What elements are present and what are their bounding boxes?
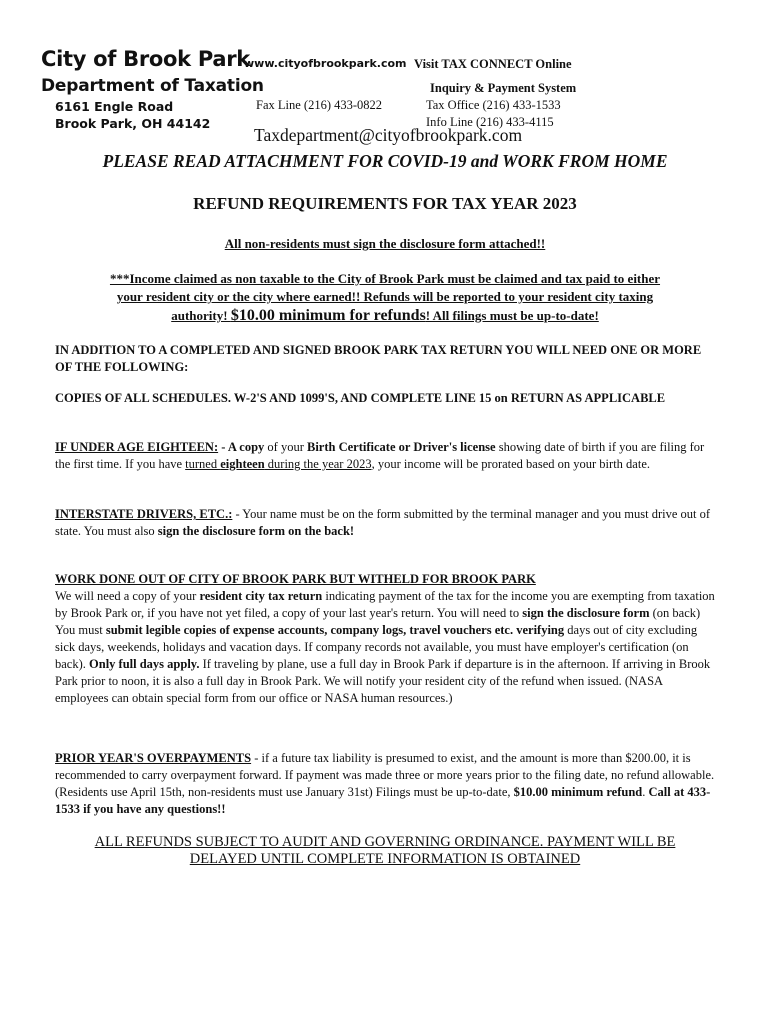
footer-line-1: ALL REFUNDS SUBJECT TO AUDIT AND GOVERNING ORDINANCE. PAYMENT WILL BE: [94, 834, 676, 850]
work-out-of-city-section: WORK DONE OUT OF CITY OF BROOK PARK BUT WITHELD FOR BROOK PARK We will need a copy of your resident city tax return indicating payment of the tax for the income you are exempting from taxation by Brook Park or, if you have not yet filed, a copy of your last year's return. You will need to sign the disclosure form (on back) You must submit legible copies of expense accounts, company logs, travel vouchers etc. verifying days out of city excluding sick days, weekends, holidays and vacation days. If company records not available, you must have employer's certification (on back). Only full days apply. If traveling by plane, use a full day in Brook Park if departure is in the afternoon. If arriving in Brook Park prior to noon, it is also a full day in Brook Park. We will notify your resident city of the refund when issued. (NASA employees can obtain special form from our office or NASA human resources.): [55, 572, 715, 705]
tax-connect-notice: Visit TAX CONNECT Online: [414, 57, 572, 71]
prior-overpayments-section: PRIOR YEAR'S OVERPAYMENTS - if a future tax liability is presumed to exist, and the amount is more than $200.00, it is recommended to carry overpayment forward. If payment was made three or more years prior to the filing date, no refund allowable. (Residents use April 15th, non-residents must use January 31st) Filings must be up-to-date, $10.00 minimum refund. Call at 433-1533 if you have any questions!!: [55, 751, 715, 816]
city-name: City of Brook Park: [41, 47, 250, 71]
footer-line-2: DELAYED UNTIL COMPLETE INFORMATION IS OBTAINED: [189, 851, 581, 867]
nonresident-notice: All non-residents must sign the disclosure form attached!!: [224, 236, 546, 251]
income-notice-line-1: ***Income claimed as non taxable to the City of Brook Park must be claimed and tax paid to either: [109, 271, 661, 286]
income-notice-line-3: authority! $10.00 minimum for refunds! All filings must be up-to-date!: [171, 307, 599, 324]
interstate-heading: INTERSTATE DRIVERS, ETC.:: [55, 507, 233, 521]
intro-requirements: IN ADDITION TO A COMPLETED AND SIGNED BROOK PARK TAX RETURN YOU WILL NEED ONE OR MORE OF THE FOLLOWING:: [55, 343, 702, 374]
department-name: Department of Taxation: [41, 76, 264, 96]
website-link[interactable]: www.cityofbrookpark.com: [244, 57, 407, 70]
email-address[interactable]: Taxdepartment@cityofbrookpark.com: [254, 125, 523, 145]
page-title: REFUND REQUIREMENTS FOR TAX YEAR 2023: [193, 194, 577, 213]
covid-notice: PLEASE READ ATTACHMENT FOR COVID-19 and WORK FROM HOME: [102, 151, 668, 171]
under-eighteen-heading: IF UNDER AGE EIGHTEEN:: [55, 440, 219, 454]
prior-overpayments-heading: PRIOR YEAR'S OVERPAYMENTS: [55, 751, 252, 765]
footer-notice: [0, 834, 770, 868]
info-line-phone: Info Line (216) 433-4115: [426, 115, 554, 129]
under-eighteen-section: IF UNDER AGE EIGHTEEN: - A copy of your Birth Certificate or Driver's license showing date of birth if you are filing for the first time. If you have turned eighteen during the year 2023, your income will be prorated based on your birth date.: [55, 440, 705, 471]
work-out-heading: WORK DONE OUT OF CITY OF BROOK PARK BUT WITHELD FOR BROOK PARK: [55, 572, 536, 586]
inquiry-system: Inquiry & Payment System: [430, 81, 577, 95]
address-line-1: 6161 Engle Road: [55, 99, 174, 114]
interstate-drivers-section: INTERSTATE DRIVERS, ETC.: - Your name must be on the form submitted by the terminal manager and you must drive out of state. You must also sign the disclosure form on the back!: [55, 507, 711, 538]
income-notice: [0, 270, 770, 325]
fax-line: Fax Line (216) 433-0822: [256, 98, 383, 112]
tax-office-phone: Tax Office (216) 433-1533: [426, 98, 561, 112]
income-notice-line-2: your resident city or the city where earned!! Refunds will be reported to your resident city taxing: [116, 289, 654, 304]
copies-requirement: COPIES OF ALL SCHEDULES. W-2'S AND 1099'S, AND COMPLETE LINE 15 on RETURN AS APPLICABLE: [55, 391, 666, 405]
address-line-2: Brook Park, OH 44142: [55, 116, 211, 131]
